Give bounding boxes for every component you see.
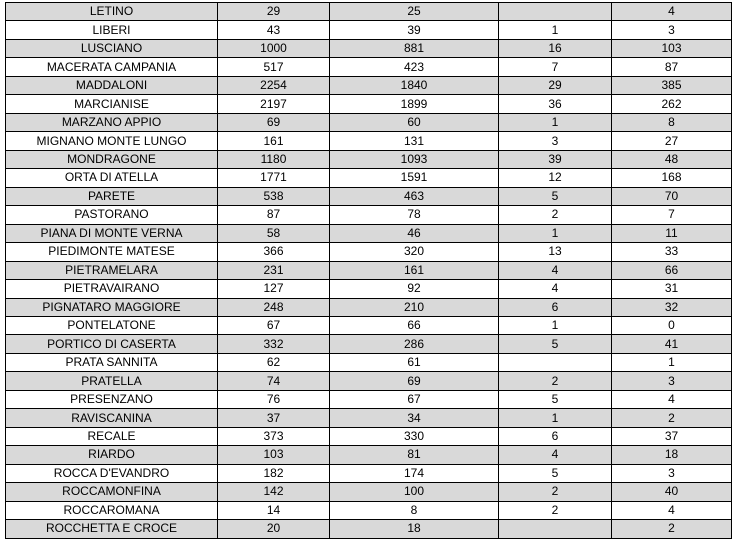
municipality-name-cell: LETINO bbox=[6, 3, 218, 21]
value-cell-2: 69 bbox=[330, 372, 499, 390]
value-cell-2: 46 bbox=[330, 224, 499, 242]
table-body bbox=[6, 3, 732, 539]
table-row bbox=[6, 427, 732, 445]
value-cell-4: 1 bbox=[612, 353, 732, 371]
value-cell-1: 76 bbox=[218, 390, 330, 408]
table-row bbox=[6, 409, 732, 427]
municipality-name-cell: PRATA SANNITA bbox=[6, 353, 218, 371]
municipality-name-cell: PRATELLA bbox=[6, 372, 218, 390]
municipality-name-cell: ROCCAROMANA bbox=[6, 501, 218, 519]
municipality-name-cell: ROCCAMONFINA bbox=[6, 483, 218, 501]
value-cell-2: 34 bbox=[330, 409, 499, 427]
municipality-name-cell: PIANA DI MONTE VERNA bbox=[6, 224, 218, 242]
value-cell-1: 20 bbox=[218, 520, 330, 538]
value-cell-4: 70 bbox=[612, 187, 732, 205]
value-cell-2: 67 bbox=[330, 390, 499, 408]
value-cell-1: 43 bbox=[218, 21, 330, 39]
value-cell-3: 6 bbox=[499, 298, 612, 316]
municipality-name-cell: PIETRAMELARA bbox=[6, 261, 218, 279]
table-row bbox=[6, 280, 732, 298]
value-cell-4: 3 bbox=[612, 372, 732, 390]
municipality-name-cell: PONTELATONE bbox=[6, 316, 218, 334]
value-cell-3: 5 bbox=[499, 464, 612, 482]
value-cell-2: 320 bbox=[330, 243, 499, 261]
value-cell-4: 385 bbox=[612, 76, 732, 94]
value-cell-3: 7 bbox=[499, 58, 612, 76]
value-cell-3: 2 bbox=[499, 501, 612, 519]
table-row bbox=[6, 446, 732, 464]
value-cell-2: 78 bbox=[330, 206, 499, 224]
value-cell-1: 231 bbox=[218, 261, 330, 279]
municipality-name-cell: MIGNANO MONTE LUNGO bbox=[6, 132, 218, 150]
municipality-name-cell: ORTA DI ATELLA bbox=[6, 169, 218, 187]
value-cell-3: 12 bbox=[499, 169, 612, 187]
value-cell-2: 463 bbox=[330, 187, 499, 205]
value-cell-3: 3 bbox=[499, 132, 612, 150]
value-cell-1: 37 bbox=[218, 409, 330, 427]
municipality-name-cell: RIARDO bbox=[6, 446, 218, 464]
municipality-name-cell: PIGNATARO MAGGIORE bbox=[6, 298, 218, 316]
value-cell-1: 62 bbox=[218, 353, 330, 371]
table-row bbox=[6, 169, 732, 187]
municipality-name-cell: LIBERI bbox=[6, 21, 218, 39]
municipality-name-cell: PARETE bbox=[6, 187, 218, 205]
table-row bbox=[6, 113, 732, 131]
municipality-name-cell: LUSCIANO bbox=[6, 39, 218, 57]
value-cell-1: 127 bbox=[218, 280, 330, 298]
value-cell-3: 1 bbox=[499, 224, 612, 242]
value-cell-2: 8 bbox=[330, 501, 499, 519]
value-cell-2: 61 bbox=[330, 353, 499, 371]
value-cell-2: 100 bbox=[330, 483, 499, 501]
table-row bbox=[6, 3, 732, 21]
value-cell-4: 31 bbox=[612, 280, 732, 298]
value-cell-4: 33 bbox=[612, 243, 732, 261]
value-cell-4: 2 bbox=[612, 409, 732, 427]
value-cell-1: 517 bbox=[218, 58, 330, 76]
table-row bbox=[6, 483, 732, 501]
value-cell-2: 60 bbox=[330, 113, 499, 131]
value-cell-4: 3 bbox=[612, 21, 732, 39]
value-cell-1: 14 bbox=[218, 501, 330, 519]
municipality-name-cell: MONDRAGONE bbox=[6, 150, 218, 168]
value-cell-2: 1093 bbox=[330, 150, 499, 168]
value-cell-4: 262 bbox=[612, 95, 732, 113]
municipality-name-cell: PORTICO DI CASERTA bbox=[6, 335, 218, 353]
value-cell-3: 1 bbox=[499, 316, 612, 334]
value-cell-4: 40 bbox=[612, 483, 732, 501]
value-cell-4: 18 bbox=[612, 446, 732, 464]
value-cell-1: 29 bbox=[218, 3, 330, 21]
value-cell-1: 182 bbox=[218, 464, 330, 482]
value-cell-1: 161 bbox=[218, 132, 330, 150]
value-cell-3: 5 bbox=[499, 390, 612, 408]
value-cell-4: 41 bbox=[612, 335, 732, 353]
value-cell-2: 18 bbox=[330, 520, 499, 538]
table-row bbox=[6, 224, 732, 242]
value-cell-4: 66 bbox=[612, 261, 732, 279]
value-cell-3: 5 bbox=[499, 335, 612, 353]
value-cell-4: 4 bbox=[612, 3, 732, 21]
value-cell-2: 25 bbox=[330, 3, 499, 21]
table-row bbox=[6, 261, 732, 279]
value-cell-3: 5 bbox=[499, 187, 612, 205]
value-cell-3: 1 bbox=[499, 113, 612, 131]
value-cell-4: 0 bbox=[612, 316, 732, 334]
municipality-name-cell: RECALE bbox=[6, 427, 218, 445]
municipality-name-cell: RAVISCANINA bbox=[6, 409, 218, 427]
municipality-name-cell: MACERATA CAMPANIA bbox=[6, 58, 218, 76]
municipality-name-cell: PASTORANO bbox=[6, 206, 218, 224]
value-cell-2: 423 bbox=[330, 58, 499, 76]
value-cell-1: 538 bbox=[218, 187, 330, 205]
value-cell-1: 332 bbox=[218, 335, 330, 353]
municipality-name-cell: PIEDIMONTE MATESE bbox=[6, 243, 218, 261]
value-cell-1: 103 bbox=[218, 446, 330, 464]
value-cell-1: 373 bbox=[218, 427, 330, 445]
municipality-name-cell: MADDALONI bbox=[6, 76, 218, 94]
value-cell-1: 67 bbox=[218, 316, 330, 334]
municipality-name-cell: ROCCHETTA E CROCE bbox=[6, 520, 218, 538]
table-row bbox=[6, 335, 732, 353]
value-cell-4: 2 bbox=[612, 520, 732, 538]
value-cell-3: 4 bbox=[499, 261, 612, 279]
table-row bbox=[6, 39, 732, 57]
value-cell-1: 1180 bbox=[218, 150, 330, 168]
table-row bbox=[6, 21, 732, 39]
table-row bbox=[6, 132, 732, 150]
value-cell-2: 1899 bbox=[330, 95, 499, 113]
value-cell-1: 69 bbox=[218, 113, 330, 131]
value-cell-2: 1840 bbox=[330, 76, 499, 94]
value-cell-3: 13 bbox=[499, 243, 612, 261]
value-cell-2: 81 bbox=[330, 446, 499, 464]
value-cell-1: 74 bbox=[218, 372, 330, 390]
table-row bbox=[6, 298, 732, 316]
value-cell-1: 2254 bbox=[218, 76, 330, 94]
table-row bbox=[6, 520, 732, 538]
value-cell-2: 286 bbox=[330, 335, 499, 353]
value-cell-3: 2 bbox=[499, 483, 612, 501]
value-cell-4: 27 bbox=[612, 132, 732, 150]
value-cell-2: 66 bbox=[330, 316, 499, 334]
value-cell-1: 2197 bbox=[218, 95, 330, 113]
table-row bbox=[6, 353, 732, 371]
value-cell-4: 4 bbox=[612, 390, 732, 408]
municipality-name-cell: MARZANO APPIO bbox=[6, 113, 218, 131]
value-cell-3: 6 bbox=[499, 427, 612, 445]
value-cell-2: 92 bbox=[330, 280, 499, 298]
value-cell-2: 174 bbox=[330, 464, 499, 482]
value-cell-4: 103 bbox=[612, 39, 732, 57]
value-cell-4: 4 bbox=[612, 501, 732, 519]
value-cell-1: 366 bbox=[218, 243, 330, 261]
table-row bbox=[6, 58, 732, 76]
value-cell-3: 2 bbox=[499, 372, 612, 390]
municipality-data-table bbox=[5, 2, 732, 539]
value-cell-3 bbox=[499, 3, 612, 21]
value-cell-2: 1591 bbox=[330, 169, 499, 187]
municipality-name-cell: ROCCA D'EVANDRO bbox=[6, 464, 218, 482]
table-row bbox=[6, 206, 732, 224]
value-cell-2: 210 bbox=[330, 298, 499, 316]
table-row bbox=[6, 95, 732, 113]
value-cell-2: 131 bbox=[330, 132, 499, 150]
value-cell-2: 161 bbox=[330, 261, 499, 279]
value-cell-4: 7 bbox=[612, 206, 732, 224]
value-cell-4: 87 bbox=[612, 58, 732, 76]
value-cell-1: 142 bbox=[218, 483, 330, 501]
table-row bbox=[6, 501, 732, 519]
value-cell-3: 39 bbox=[499, 150, 612, 168]
value-cell-3: 29 bbox=[499, 76, 612, 94]
value-cell-4: 32 bbox=[612, 298, 732, 316]
value-cell-1: 87 bbox=[218, 206, 330, 224]
value-cell-1: 1771 bbox=[218, 169, 330, 187]
value-cell-3: 2 bbox=[499, 206, 612, 224]
value-cell-4: 48 bbox=[612, 150, 732, 168]
table-row bbox=[6, 243, 732, 261]
value-cell-3: 16 bbox=[499, 39, 612, 57]
value-cell-4: 8 bbox=[612, 113, 732, 131]
value-cell-3 bbox=[499, 353, 612, 371]
value-cell-3: 4 bbox=[499, 446, 612, 464]
municipality-name-cell: PIETRAVAIRANO bbox=[6, 280, 218, 298]
value-cell-3: 1 bbox=[499, 409, 612, 427]
value-cell-4: 37 bbox=[612, 427, 732, 445]
table-row bbox=[6, 150, 732, 168]
value-cell-3: 36 bbox=[499, 95, 612, 113]
table-row bbox=[6, 187, 732, 205]
municipality-name-cell: PRESENZANO bbox=[6, 390, 218, 408]
value-cell-1: 1000 bbox=[218, 39, 330, 57]
value-cell-4: 168 bbox=[612, 169, 732, 187]
table-row bbox=[6, 372, 732, 390]
value-cell-1: 58 bbox=[218, 224, 330, 242]
municipality-name-cell: MARCIANISE bbox=[6, 95, 218, 113]
table-row bbox=[6, 316, 732, 334]
table-row bbox=[6, 76, 732, 94]
value-cell-2: 330 bbox=[330, 427, 499, 445]
value-cell-4: 11 bbox=[612, 224, 732, 242]
value-cell-2: 39 bbox=[330, 21, 499, 39]
value-cell-4: 3 bbox=[612, 464, 732, 482]
value-cell-3: 1 bbox=[499, 21, 612, 39]
table-row bbox=[6, 390, 732, 408]
value-cell-3: 4 bbox=[499, 280, 612, 298]
value-cell-1: 248 bbox=[218, 298, 330, 316]
value-cell-2: 881 bbox=[330, 39, 499, 57]
value-cell-3 bbox=[499, 520, 612, 538]
table-row bbox=[6, 464, 732, 482]
